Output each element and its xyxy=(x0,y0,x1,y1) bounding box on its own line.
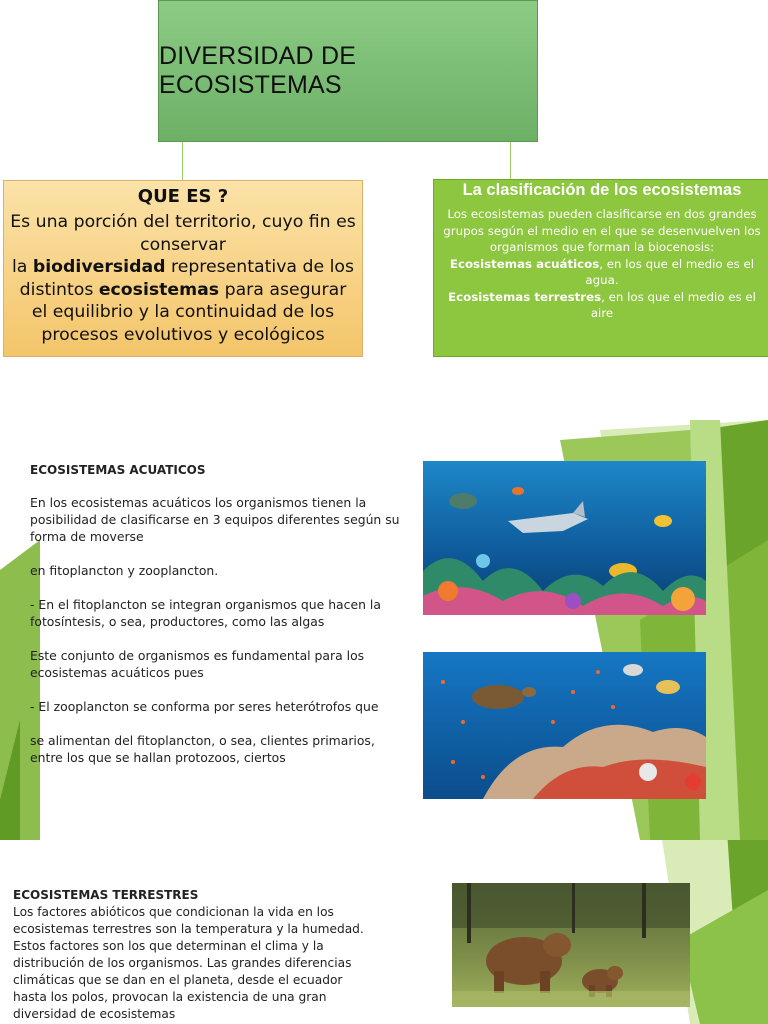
acuaticos-p3: - En el fitoplancton se integran organismos que hacen la fotosíntesis, o sea, productores, como las algas xyxy=(30,597,381,629)
acuaticos-p2: en fitoplancton y zooplancton. xyxy=(30,563,219,578)
acuaticos-heading: ECOSISTEMAS ACUATICOS xyxy=(30,463,206,477)
que-es-p2a: la xyxy=(12,257,33,277)
sea-turtle-image xyxy=(423,652,706,799)
terrestres-text: , en los que el medio es el aire xyxy=(590,289,756,320)
que-es-body xyxy=(10,211,356,346)
acuaticos-text: , en los que el medio es el agua. xyxy=(585,256,755,287)
acuaticos-p5: - El zooplancton se conforma por seres heterótrofos que xyxy=(30,699,379,714)
coral-reef-image xyxy=(423,461,706,615)
acuaticos-section xyxy=(30,462,400,766)
page-title: DIVERSIDAD DE ECOSISTEMAS xyxy=(159,42,357,99)
que-es-p2e: para asegurar el equilibrio y la continuidad de los procesos evolutivos y ecológicos xyxy=(31,279,347,345)
connector-right xyxy=(510,142,511,179)
bears-image xyxy=(452,883,690,1007)
clasificacion-body xyxy=(442,206,762,322)
clasificacion-intro: Los ecosistemas pueden clasificarse en dos grandes grupos según el medio en el que se desenvuelven los organismos que forman la biocenosis: xyxy=(443,207,761,254)
clasificacion-box xyxy=(433,179,768,357)
que-es-p2c: representativa de los distintos xyxy=(19,257,354,300)
que-es-heading: QUE ES ? xyxy=(137,186,229,207)
que-es-ecosistemas: ecosistemas xyxy=(98,279,220,300)
title-box xyxy=(158,0,538,142)
acuaticos-p6: se alimentan del fitoplancton, o sea, clientes primarios, entre los que se hallan protozoos, ciertos xyxy=(30,733,375,765)
clasificacion-heading: La clasificación de los ecosistemas xyxy=(462,181,742,199)
terrestres-body: Los factores abióticos que condicionan la vida en los ecosistemas terrestres son la temperatura y la humedad. Estos factores son los que determinan el clima y la distribución de los organismos. Las grandes diferencias climáticas que se dan en el planeta, desde el ecuador hasta los polos, provocan la existencia de una gran diversidad de ecosistemas xyxy=(13,905,364,1021)
terrestres-section xyxy=(13,887,373,1023)
terrestres-label: Ecosistemas terrestres xyxy=(448,289,602,304)
connector-left xyxy=(182,142,183,180)
acuaticos-p4: Este conjunto de organismos es fundamental para los ecosistemas acuáticos pues xyxy=(30,648,365,680)
que-es-biodiversidad: biodiversidad xyxy=(32,257,166,277)
que-es-box xyxy=(3,180,363,357)
acuaticos-label: Ecosistemas acuáticos xyxy=(449,256,600,271)
que-es-p1: Es una porción del territorio, cuyo fin es conservar xyxy=(10,212,356,255)
terrestres-heading: ECOSISTEMAS TERRESTRES xyxy=(13,888,199,902)
acuaticos-p1: En los ecosistemas acuáticos los organismos tienen la posibilidad de clasificarse en 3 equipos diferentes según su forma de moverse xyxy=(30,495,400,544)
